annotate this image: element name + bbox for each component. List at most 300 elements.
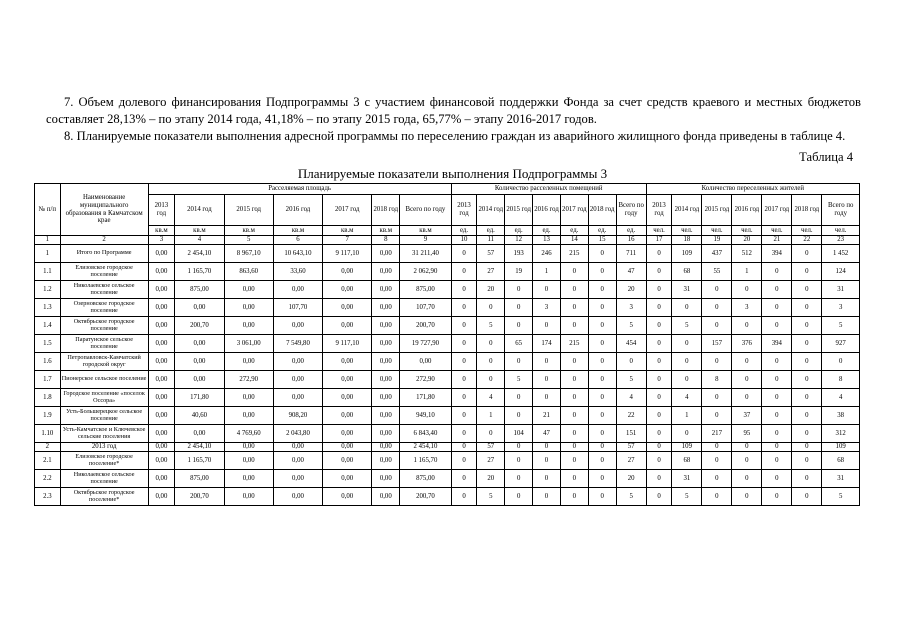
row-value-cell: 0 bbox=[533, 488, 561, 506]
row-value-cell: 3 bbox=[616, 299, 646, 317]
row-value-cell: 0 bbox=[672, 353, 702, 371]
row-value-cell: 0 bbox=[792, 335, 822, 353]
header-row-column-numbers bbox=[35, 236, 860, 245]
row-value-cell: 31 bbox=[672, 470, 702, 488]
row-value-cell: 0 bbox=[505, 281, 533, 299]
indicators-table bbox=[34, 183, 860, 506]
header-unit-cell: кв.м bbox=[175, 226, 224, 236]
row-value-cell: 0,00 bbox=[372, 425, 400, 443]
row-value-cell: 7 549,80 bbox=[273, 335, 322, 353]
row-value-cell: 0 bbox=[732, 281, 762, 299]
row-value-cell: 31 211,40 bbox=[400, 245, 451, 263]
header-rooms-year-1: 2013 год bbox=[451, 195, 477, 226]
header-name: Наименование муниципального образования в Камчатском крае bbox=[60, 184, 148, 236]
row-value-cell: 37 bbox=[732, 407, 762, 425]
paragraph-7 bbox=[46, 94, 861, 128]
row-number-cell: 1.6 bbox=[35, 353, 61, 371]
header-column-number: 2 bbox=[60, 236, 148, 245]
row-value-cell: 1 165,70 bbox=[175, 263, 224, 281]
row-value-cell: 0,00 bbox=[224, 281, 273, 299]
row-value-cell: 171,80 bbox=[175, 389, 224, 407]
header-people-year-6: 2018 год bbox=[792, 195, 822, 226]
row-value-cell: 0 bbox=[560, 263, 588, 281]
row-value-cell: 5 bbox=[672, 488, 702, 506]
row-value-cell: 31 bbox=[672, 281, 702, 299]
row-value-cell: 0 bbox=[505, 452, 533, 470]
row-value-cell: 0 bbox=[646, 317, 672, 335]
header-group-rooms: Количество расселенных помещений bbox=[451, 184, 646, 195]
row-value-cell: 0,00 bbox=[400, 353, 451, 371]
header-unit-cell: кв.м bbox=[323, 226, 372, 236]
header-unit-cell: чел. bbox=[822, 226, 860, 236]
row-value-cell: 0 bbox=[533, 353, 561, 371]
header-unit-cell: чел. bbox=[762, 226, 792, 236]
row-value-cell: 0 bbox=[588, 245, 616, 263]
row-value-cell: 0,00 bbox=[372, 299, 400, 317]
row-value-cell: 2 043,80 bbox=[273, 425, 322, 443]
row-value-cell: 0 bbox=[588, 371, 616, 389]
row-value-cell: 0,00 bbox=[148, 353, 175, 371]
row-value-cell: 0,00 bbox=[372, 371, 400, 389]
row-name-cell: Итого по Программе bbox=[60, 245, 148, 263]
header-rooms-year-7: Всего по году bbox=[616, 195, 646, 226]
header-unit-cell: кв.м bbox=[273, 226, 322, 236]
row-value-cell: 0,00 bbox=[175, 335, 224, 353]
row-name-cell: Усть-Большерецкое сельское поселение bbox=[60, 407, 148, 425]
row-value-cell: 5 bbox=[672, 317, 702, 335]
row-value-cell: 0 bbox=[646, 353, 672, 371]
header-column-number: 22 bbox=[792, 236, 822, 245]
row-value-cell: 31 bbox=[822, 281, 860, 299]
header-unit-cell: кв.м bbox=[372, 226, 400, 236]
header-rooms-year-6: 2018 год bbox=[588, 195, 616, 226]
row-name-cell: Николаевское сельское поселение bbox=[60, 281, 148, 299]
row-value-cell: 4 bbox=[616, 389, 646, 407]
row-value-cell: 171,80 bbox=[400, 389, 451, 407]
row-value-cell: 0,00 bbox=[148, 488, 175, 506]
header-column-number: 6 bbox=[273, 236, 322, 245]
row-value-cell: 0 bbox=[672, 371, 702, 389]
row-value-cell: 0 bbox=[822, 353, 860, 371]
header-rooms-year-2: 2014 год bbox=[477, 195, 505, 226]
row-value-cell: 200,70 bbox=[400, 488, 451, 506]
row-number-cell: 1.7 bbox=[35, 371, 61, 389]
row-value-cell: 21 bbox=[533, 407, 561, 425]
row-value-cell: 5 bbox=[477, 488, 505, 506]
row-value-cell: 0 bbox=[792, 443, 822, 452]
header-unit-cell: ед. bbox=[451, 226, 477, 236]
row-value-cell: 0 bbox=[762, 443, 792, 452]
row-value-cell: 0 bbox=[588, 317, 616, 335]
row-value-cell: 38 bbox=[822, 407, 860, 425]
row-value-cell: 0,00 bbox=[323, 281, 372, 299]
row-value-cell: 0,00 bbox=[175, 425, 224, 443]
row-value-cell: 0,00 bbox=[372, 470, 400, 488]
row-value-cell: 0 bbox=[451, 263, 477, 281]
header-area-year-7: Всего по году bbox=[400, 195, 451, 226]
table-label: Таблица 4 bbox=[799, 150, 853, 164]
row-value-cell: 0,00 bbox=[224, 452, 273, 470]
header-column-number: 11 bbox=[477, 236, 505, 245]
paragraph-8-text: 8. Планируемые показатели выполнения адресной программы по переселению граждан из аварийного жилищного фонда приведены в таблице 4. bbox=[64, 128, 846, 143]
row-value-cell: 0,00 bbox=[273, 281, 322, 299]
row-value-cell: 20 bbox=[616, 281, 646, 299]
header-people-year-1: 2013 год bbox=[646, 195, 672, 226]
row-value-cell: 0 bbox=[702, 470, 732, 488]
table-row bbox=[35, 245, 860, 263]
row-value-cell: 312 bbox=[822, 425, 860, 443]
row-value-cell: 0,00 bbox=[148, 299, 175, 317]
row-value-cell: 193 bbox=[505, 245, 533, 263]
row-value-cell: 107,70 bbox=[273, 299, 322, 317]
header-no: № п/п bbox=[35, 184, 61, 236]
table-row bbox=[35, 353, 860, 371]
row-value-cell: 0,00 bbox=[323, 389, 372, 407]
row-value-cell: 0 bbox=[560, 353, 588, 371]
row-value-cell: 0 bbox=[477, 353, 505, 371]
row-value-cell: 3 bbox=[732, 299, 762, 317]
row-number-cell: 1.3 bbox=[35, 299, 61, 317]
row-value-cell: 0,00 bbox=[148, 470, 175, 488]
row-value-cell: 0,00 bbox=[175, 353, 224, 371]
row-value-cell: 0 bbox=[505, 317, 533, 335]
row-value-cell: 0 bbox=[533, 470, 561, 488]
header-column-number: 5 bbox=[224, 236, 273, 245]
row-value-cell: 0 bbox=[792, 299, 822, 317]
row-value-cell: 107,70 bbox=[400, 299, 451, 317]
row-value-cell: 0 bbox=[477, 299, 505, 317]
row-value-cell: 0 bbox=[646, 371, 672, 389]
row-value-cell: 0 bbox=[762, 371, 792, 389]
row-value-cell: 5 bbox=[616, 488, 646, 506]
row-value-cell: 0 bbox=[477, 335, 505, 353]
row-value-cell: 124 bbox=[822, 263, 860, 281]
row-value-cell: 0 bbox=[646, 389, 672, 407]
row-value-cell: 0 bbox=[732, 470, 762, 488]
row-value-cell: 27 bbox=[616, 452, 646, 470]
row-number-cell: 1.8 bbox=[35, 389, 61, 407]
row-number-cell: 2.2 bbox=[35, 470, 61, 488]
row-value-cell: 0,00 bbox=[323, 263, 372, 281]
row-value-cell: 394 bbox=[762, 335, 792, 353]
row-value-cell: 4 bbox=[672, 389, 702, 407]
table-row bbox=[35, 443, 860, 452]
row-value-cell: 0,00 bbox=[372, 281, 400, 299]
row-value-cell: 0 bbox=[505, 470, 533, 488]
row-value-cell: 0 bbox=[451, 470, 477, 488]
row-name-cell: Октябрьское городское поселение bbox=[60, 317, 148, 335]
header-row-groups bbox=[35, 184, 860, 195]
row-value-cell: 0 bbox=[533, 452, 561, 470]
header-people-year-3: 2015 год bbox=[702, 195, 732, 226]
header-group-area: Расселяемая площадь bbox=[148, 184, 451, 195]
row-value-cell: 68 bbox=[672, 263, 702, 281]
row-value-cell: 0,00 bbox=[323, 407, 372, 425]
row-value-cell: 0 bbox=[451, 425, 477, 443]
row-value-cell: 0,00 bbox=[273, 452, 322, 470]
row-value-cell: 0 bbox=[646, 488, 672, 506]
row-value-cell: 19 727,90 bbox=[400, 335, 451, 353]
row-value-cell: 0,00 bbox=[224, 470, 273, 488]
row-number-cell: 1.2 bbox=[35, 281, 61, 299]
row-value-cell: 0 bbox=[702, 488, 732, 506]
row-value-cell: 0,00 bbox=[148, 371, 175, 389]
row-value-cell: 0,00 bbox=[372, 407, 400, 425]
row-value-cell: 0,00 bbox=[273, 443, 322, 452]
row-value-cell: 0 bbox=[560, 425, 588, 443]
row-value-cell: 174 bbox=[533, 335, 561, 353]
row-value-cell: 0,00 bbox=[148, 389, 175, 407]
header-column-number: 10 bbox=[451, 236, 477, 245]
row-value-cell: 0 bbox=[533, 281, 561, 299]
row-value-cell: 0 bbox=[451, 443, 477, 452]
row-value-cell: 0,00 bbox=[323, 488, 372, 506]
table-row bbox=[35, 452, 860, 470]
row-value-cell: 0 bbox=[560, 299, 588, 317]
row-value-cell: 47 bbox=[533, 425, 561, 443]
row-value-cell: 0 bbox=[732, 443, 762, 452]
row-value-cell: 711 bbox=[616, 245, 646, 263]
header-rooms-year-5: 2017 год bbox=[560, 195, 588, 226]
row-value-cell: 65 bbox=[505, 335, 533, 353]
header-column-number: 21 bbox=[762, 236, 792, 245]
row-value-cell: 0,00 bbox=[148, 245, 175, 263]
row-name-cell: Городское поселение «поселок Оссора» bbox=[60, 389, 148, 407]
row-value-cell: 0 bbox=[588, 452, 616, 470]
row-value-cell: 0 bbox=[646, 470, 672, 488]
row-value-cell: 1 165,70 bbox=[400, 452, 451, 470]
header-column-number: 19 bbox=[702, 236, 732, 245]
header-column-number: 1 bbox=[35, 236, 61, 245]
row-value-cell: 0 bbox=[762, 353, 792, 371]
row-value-cell: 0,00 bbox=[323, 452, 372, 470]
row-value-cell: 9 117,10 bbox=[323, 245, 372, 263]
row-value-cell: 0,00 bbox=[372, 488, 400, 506]
row-value-cell: 0 bbox=[505, 353, 533, 371]
header-unit-cell: кв.м bbox=[224, 226, 273, 236]
row-value-cell: 0 bbox=[702, 443, 732, 452]
row-value-cell: 0 bbox=[588, 488, 616, 506]
row-value-cell: 27 bbox=[477, 263, 505, 281]
row-value-cell: 0,00 bbox=[175, 371, 224, 389]
row-value-cell: 5 bbox=[822, 488, 860, 506]
row-value-cell: 0 bbox=[588, 335, 616, 353]
row-value-cell: 1 bbox=[477, 407, 505, 425]
row-value-cell: 0 bbox=[762, 317, 792, 335]
row-value-cell: 0,00 bbox=[372, 353, 400, 371]
row-value-cell: 0,00 bbox=[224, 488, 273, 506]
header-unit-cell: чел. bbox=[792, 226, 822, 236]
row-value-cell: 0,00 bbox=[323, 425, 372, 443]
table-row bbox=[35, 425, 860, 443]
row-value-cell: 0 bbox=[560, 488, 588, 506]
row-value-cell: 0 bbox=[672, 299, 702, 317]
row-value-cell: 2 454,10 bbox=[175, 245, 224, 263]
row-value-cell: 0,00 bbox=[273, 317, 322, 335]
row-value-cell: 0 bbox=[672, 335, 702, 353]
header-column-number: 8 bbox=[372, 236, 400, 245]
row-value-cell: 246 bbox=[533, 245, 561, 263]
header-people-year-5: 2017 год bbox=[762, 195, 792, 226]
row-value-cell: 95 bbox=[732, 425, 762, 443]
row-value-cell: 20 bbox=[616, 470, 646, 488]
header-area-year-5: 2017 год bbox=[323, 195, 372, 226]
row-value-cell: 0 bbox=[792, 263, 822, 281]
row-value-cell: 949,10 bbox=[400, 407, 451, 425]
row-value-cell: 0 bbox=[588, 299, 616, 317]
row-value-cell: 0 bbox=[762, 470, 792, 488]
row-value-cell: 9 117,10 bbox=[323, 335, 372, 353]
row-value-cell: 875,00 bbox=[175, 470, 224, 488]
row-value-cell: 437 bbox=[702, 245, 732, 263]
row-value-cell: 0,00 bbox=[148, 452, 175, 470]
row-value-cell: 0 bbox=[505, 488, 533, 506]
row-value-cell: 8 bbox=[822, 371, 860, 389]
row-value-cell: 0,00 bbox=[273, 353, 322, 371]
row-number-cell: 1.9 bbox=[35, 407, 61, 425]
row-value-cell: 0 bbox=[646, 281, 672, 299]
row-value-cell: 151 bbox=[616, 425, 646, 443]
row-value-cell: 0,00 bbox=[148, 317, 175, 335]
table-row bbox=[35, 407, 860, 425]
row-value-cell: 0,00 bbox=[323, 371, 372, 389]
row-name-cell: Пионерское сельское поселение bbox=[60, 371, 148, 389]
row-value-cell: 0,00 bbox=[148, 263, 175, 281]
row-value-cell: 20 bbox=[477, 470, 505, 488]
row-value-cell: 0 bbox=[588, 281, 616, 299]
row-value-cell: 0,00 bbox=[175, 299, 224, 317]
row-value-cell: 0 bbox=[792, 389, 822, 407]
header-column-number: 13 bbox=[533, 236, 561, 245]
row-value-cell: 0 bbox=[702, 389, 732, 407]
row-value-cell: 10 643,10 bbox=[273, 245, 322, 263]
row-name-cell: Озерновское городское поселение bbox=[60, 299, 148, 317]
table-title: Планируемые показатели выполнения Подпрограммы 3 bbox=[297, 166, 608, 181]
row-value-cell: 4 769,60 bbox=[224, 425, 273, 443]
row-value-cell: 0 bbox=[792, 317, 822, 335]
row-value-cell: 215 bbox=[560, 335, 588, 353]
row-value-cell: 0 bbox=[588, 425, 616, 443]
row-value-cell: 0 bbox=[792, 425, 822, 443]
row-value-cell: 215 bbox=[560, 245, 588, 263]
row-value-cell: 0,00 bbox=[372, 389, 400, 407]
row-value-cell: 0 bbox=[762, 389, 792, 407]
row-value-cell: 0 bbox=[533, 371, 561, 389]
row-value-cell: 0 bbox=[451, 407, 477, 425]
row-value-cell: 33,60 bbox=[273, 263, 322, 281]
row-value-cell: 5 bbox=[616, 317, 646, 335]
row-value-cell: 0 bbox=[616, 353, 646, 371]
row-value-cell: 0,00 bbox=[224, 407, 273, 425]
paragraph-8 bbox=[46, 128, 861, 145]
header-column-number: 15 bbox=[588, 236, 616, 245]
row-value-cell: 394 bbox=[762, 245, 792, 263]
header-area-year-4: 2016 год bbox=[273, 195, 322, 226]
row-value-cell: 0 bbox=[533, 443, 561, 452]
row-value-cell: 3 061,00 bbox=[224, 335, 273, 353]
row-number-cell: 1.5 bbox=[35, 335, 61, 353]
row-value-cell: 1 bbox=[732, 263, 762, 281]
row-value-cell: 0,00 bbox=[224, 443, 273, 452]
row-value-cell: 109 bbox=[672, 443, 702, 452]
header-column-number: 3 bbox=[148, 236, 175, 245]
header-unit-cell: чел. bbox=[702, 226, 732, 236]
row-value-cell: 0 bbox=[762, 425, 792, 443]
row-value-cell: 875,00 bbox=[400, 470, 451, 488]
row-value-cell: 0 bbox=[732, 452, 762, 470]
row-value-cell: 0 bbox=[560, 470, 588, 488]
row-value-cell: 0,00 bbox=[148, 407, 175, 425]
row-value-cell: 0 bbox=[588, 443, 616, 452]
row-value-cell: 0 bbox=[702, 407, 732, 425]
row-value-cell: 109 bbox=[672, 245, 702, 263]
row-value-cell: 0,00 bbox=[224, 389, 273, 407]
row-value-cell: 0 bbox=[732, 389, 762, 407]
header-unit-cell: ед. bbox=[588, 226, 616, 236]
row-value-cell: 0 bbox=[792, 452, 822, 470]
row-value-cell: 0,00 bbox=[273, 371, 322, 389]
row-value-cell: 4 bbox=[822, 389, 860, 407]
row-value-cell: 0 bbox=[451, 353, 477, 371]
row-value-cell: 0 bbox=[451, 335, 477, 353]
header-area-year-1: 2013 год bbox=[148, 195, 175, 226]
row-number-cell: 1.10 bbox=[35, 425, 61, 443]
row-value-cell: 0 bbox=[646, 263, 672, 281]
row-value-cell: 1 bbox=[533, 263, 561, 281]
header-column-number: 20 bbox=[732, 236, 762, 245]
row-value-cell: 0 bbox=[451, 281, 477, 299]
row-value-cell: 0 bbox=[588, 263, 616, 281]
row-value-cell: 0 bbox=[451, 317, 477, 335]
header-column-number: 7 bbox=[323, 236, 372, 245]
row-value-cell: 5 bbox=[477, 317, 505, 335]
row-value-cell: 0,00 bbox=[273, 389, 322, 407]
header-unit-cell: кв.м bbox=[400, 226, 451, 236]
row-value-cell: 0 bbox=[560, 452, 588, 470]
row-value-cell: 0 bbox=[702, 299, 732, 317]
header-column-number: 17 bbox=[646, 236, 672, 245]
row-value-cell: 5 bbox=[616, 371, 646, 389]
row-value-cell: 0,00 bbox=[323, 353, 372, 371]
row-value-cell: 0,00 bbox=[148, 335, 175, 353]
row-value-cell: 875,00 bbox=[400, 281, 451, 299]
row-name-cell: Петропавловск-Камчатский городской округ bbox=[60, 353, 148, 371]
header-people-year-4: 2016 год bbox=[732, 195, 762, 226]
row-value-cell: 0 bbox=[588, 407, 616, 425]
row-value-cell: 512 bbox=[732, 245, 762, 263]
row-value-cell: 0 bbox=[792, 488, 822, 506]
header-group-people: Количество переселенных жителей bbox=[646, 184, 859, 195]
row-value-cell: 0 bbox=[505, 443, 533, 452]
row-value-cell: 0 bbox=[533, 389, 561, 407]
row-value-cell: 0 bbox=[732, 317, 762, 335]
header-area-year-2: 2014 год bbox=[175, 195, 224, 226]
row-value-cell: 0 bbox=[762, 281, 792, 299]
row-value-cell: 0 bbox=[560, 317, 588, 335]
row-value-cell: 0,00 bbox=[323, 317, 372, 335]
row-value-cell: 1 bbox=[672, 407, 702, 425]
row-value-cell: 0 bbox=[732, 353, 762, 371]
row-value-cell: 0 bbox=[505, 299, 533, 317]
row-value-cell: 0,00 bbox=[372, 335, 400, 353]
paragraph-7-text: 7. Объем долевого финансирования Подпрограммы 3 с участием финансовой поддержки Фонда за счет средств краевого и местных бюджетов составляет 28,13% – по этапу 2014 года, 41,18% – по этапу 2015 года, 65,77% – этапу 2016-2017 годов. bbox=[46, 94, 861, 126]
row-value-cell: 0 bbox=[560, 407, 588, 425]
row-value-cell: 875,00 bbox=[175, 281, 224, 299]
row-name-cell: Октябрьское городское поселение* bbox=[60, 488, 148, 506]
row-value-cell: 0 bbox=[477, 425, 505, 443]
table-row bbox=[35, 263, 860, 281]
table-row bbox=[35, 389, 860, 407]
